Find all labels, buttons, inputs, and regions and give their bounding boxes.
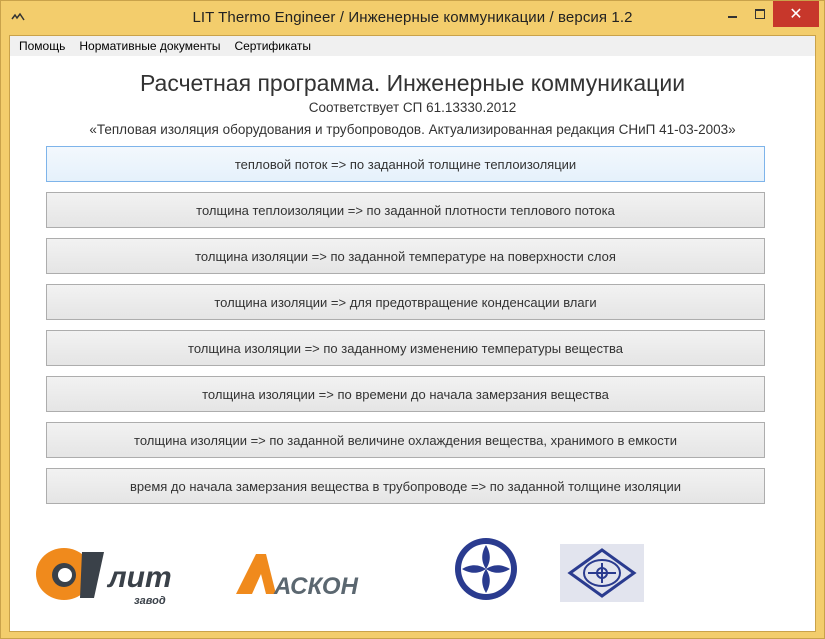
page-subtitle: Соответствует СП 61.13330.2012 [308,100,517,115]
menu-certificates[interactable]: Сертификаты [234,39,312,53]
svg-text:лит: лит [108,561,172,594]
calc-thickness-by-flux-button[interactable]: толщина теплоизоляции => по заданной плотности теплового потока [46,192,765,228]
menu-normative-documents[interactable]: Нормативные документы [79,39,221,53]
calc-thickness-by-freezing-time-button[interactable]: толщина изоляции => по времени до начала замерзания вещества [46,376,765,412]
maximize-button[interactable] [747,1,773,27]
client-area [9,35,816,632]
close-button[interactable] [773,1,819,27]
page-title: Расчетная программа. Инженерные коммуникации [139,70,686,96]
calc-thickness-by-surface-temp-button[interactable]: толщина изоляции => по заданной температуре на поверхности слоя [46,238,765,274]
close-icon: ✕ [789,6,803,23]
svg-text:завод: завод [134,595,166,607]
maximize-icon [755,9,765,19]
calc-thickness-by-temp-change-button[interactable]: толщина изоляции => по заданному изменению температуры вещества [46,330,765,366]
page-description: «Тепловая изоляция оборудования и трубопроводов. Актуализированная редакция СНиП 41-03-2003» [89,122,736,137]
lit-zavod-logo [34,542,194,608]
calc-thickness-tank-cooling-button[interactable]: толщина изоляции => по заданной величине охлаждения вещества, хранимого в емкости [46,422,765,458]
ascon-logo [234,548,402,598]
minimize-icon [728,16,737,18]
propeller-emblem-logo [454,537,518,601]
calc-thickness-condensation-button[interactable]: толщина изоляции => для предотвращение конденсации влаги [46,284,765,320]
menu-help[interactable]: Помощь [19,39,66,53]
svg-text:АСКОН: АСКОН [274,573,358,598]
calc-freezing-time-pipeline-button[interactable]: время до начала замерзания вещества в трубопроводе => по заданной толщине изоляции [46,468,765,504]
calc-heat-flow-button[interactable]: тепловой поток => по заданной толщине теплоизоляции [46,146,765,182]
minimize-button[interactable] [717,1,747,27]
title-bar[interactable] [1,1,824,35]
menu-bar [10,36,815,56]
certification-emblem-logo [560,544,644,602]
window-title: LIT Thermo Engineer / Инженерные коммуникации / версия 1.2 [192,9,633,26]
